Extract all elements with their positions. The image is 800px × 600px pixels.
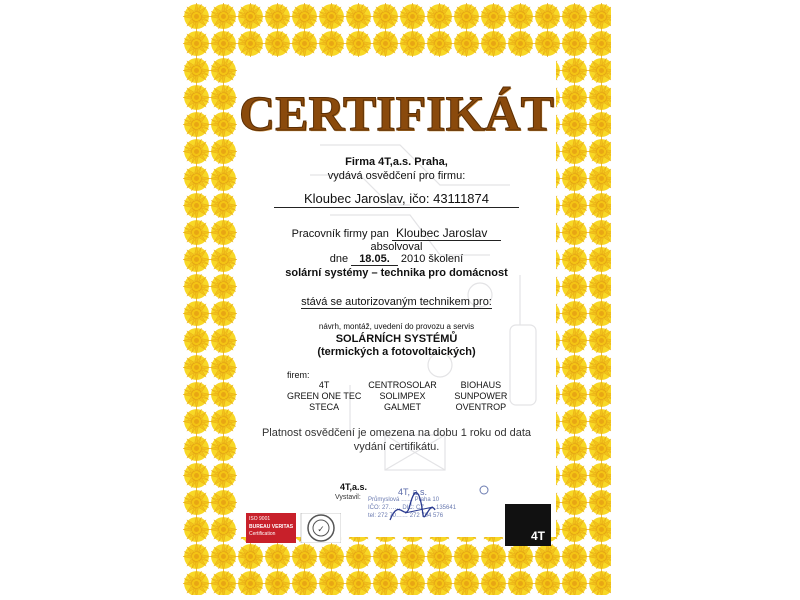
bv-cert-text: Certification	[249, 531, 276, 537]
stamp-line: tel: 272 70…… 272 704 576	[368, 513, 444, 519]
firms-row	[285, 402, 520, 413]
4t-logo-text: 4T	[530, 529, 545, 543]
firms-row	[285, 391, 520, 402]
firms-label: firem:	[287, 370, 310, 380]
4t-logo	[505, 504, 551, 546]
becomes-text: stává se autorizovaným technikem pro:	[301, 296, 492, 308]
issuer-line: Firma 4T,a.s. Praha,	[345, 156, 448, 168]
issues-line: vydává osvědčení pro firmu:	[327, 170, 466, 182]
firms-row	[285, 380, 520, 391]
signer-label: Vystavil:	[335, 494, 361, 501]
firm-name: GALMET	[383, 402, 421, 412]
stamp-line: IČO: 27…… DIČ: CZ……135641	[368, 505, 457, 511]
completed-label: absolvoval	[370, 241, 423, 253]
stamp-line: Průmyslová …… Praha 10	[368, 497, 440, 503]
stamp-mark	[478, 484, 490, 496]
stamp-title: 4T, a.s.	[398, 487, 428, 497]
worker-line	[237, 226, 556, 241]
date-prefix: dne	[329, 253, 349, 265]
validity-line-2: vydání certifikátu.	[353, 441, 440, 453]
firm-name: GREEN ONE TEC	[286, 391, 362, 401]
firm-name: SOLIMPEX	[379, 391, 426, 401]
company-line	[237, 191, 556, 208]
systems-title: SOLÁRNÍCH SYSTÉMŮ	[335, 333, 458, 345]
firm-name: OVENTROP	[455, 402, 507, 412]
bv-iso-text: ISO 9001	[249, 516, 271, 522]
systems-subtitle: (termických a fotovoltaických)	[317, 346, 476, 358]
signature	[385, 485, 445, 530]
firm-name: BIOHAUS	[460, 380, 502, 390]
services-line: návrh, montáž, uvedení do provozu a servis	[318, 322, 475, 331]
firm-name: STECA	[309, 402, 340, 412]
date-suffix: 2010 školení	[400, 253, 464, 265]
firms-table	[285, 380, 520, 413]
firm-name: SUNPOWER	[454, 391, 508, 401]
certificate-title: CERTIFIKÁT	[239, 85, 554, 141]
date-value: 18.05.	[351, 253, 398, 266]
validity-line-1: Platnost osvědčení je omezena na dobu 1 roku od data	[261, 427, 532, 439]
date-line	[237, 253, 556, 266]
course-name: solární systémy – technika pro domácnost	[285, 267, 508, 279]
signer-company: 4T,a.s.	[340, 482, 368, 492]
svg-text:✓: ✓	[317, 524, 325, 534]
becomes-line	[237, 296, 556, 309]
company-name: Kloubec Jaroslav, ičo: 43111874	[274, 191, 519, 208]
bv-name-text: BUREAU VERITAS	[249, 524, 294, 530]
worker-label: Pracovník firmy pan	[291, 228, 389, 240]
worker-name: Kloubec Jaroslav	[392, 226, 501, 241]
bureau-veritas-logo	[246, 513, 341, 543]
firm-name: 4T	[318, 380, 330, 390]
firm-name: CENTROSOLAR	[368, 380, 437, 390]
